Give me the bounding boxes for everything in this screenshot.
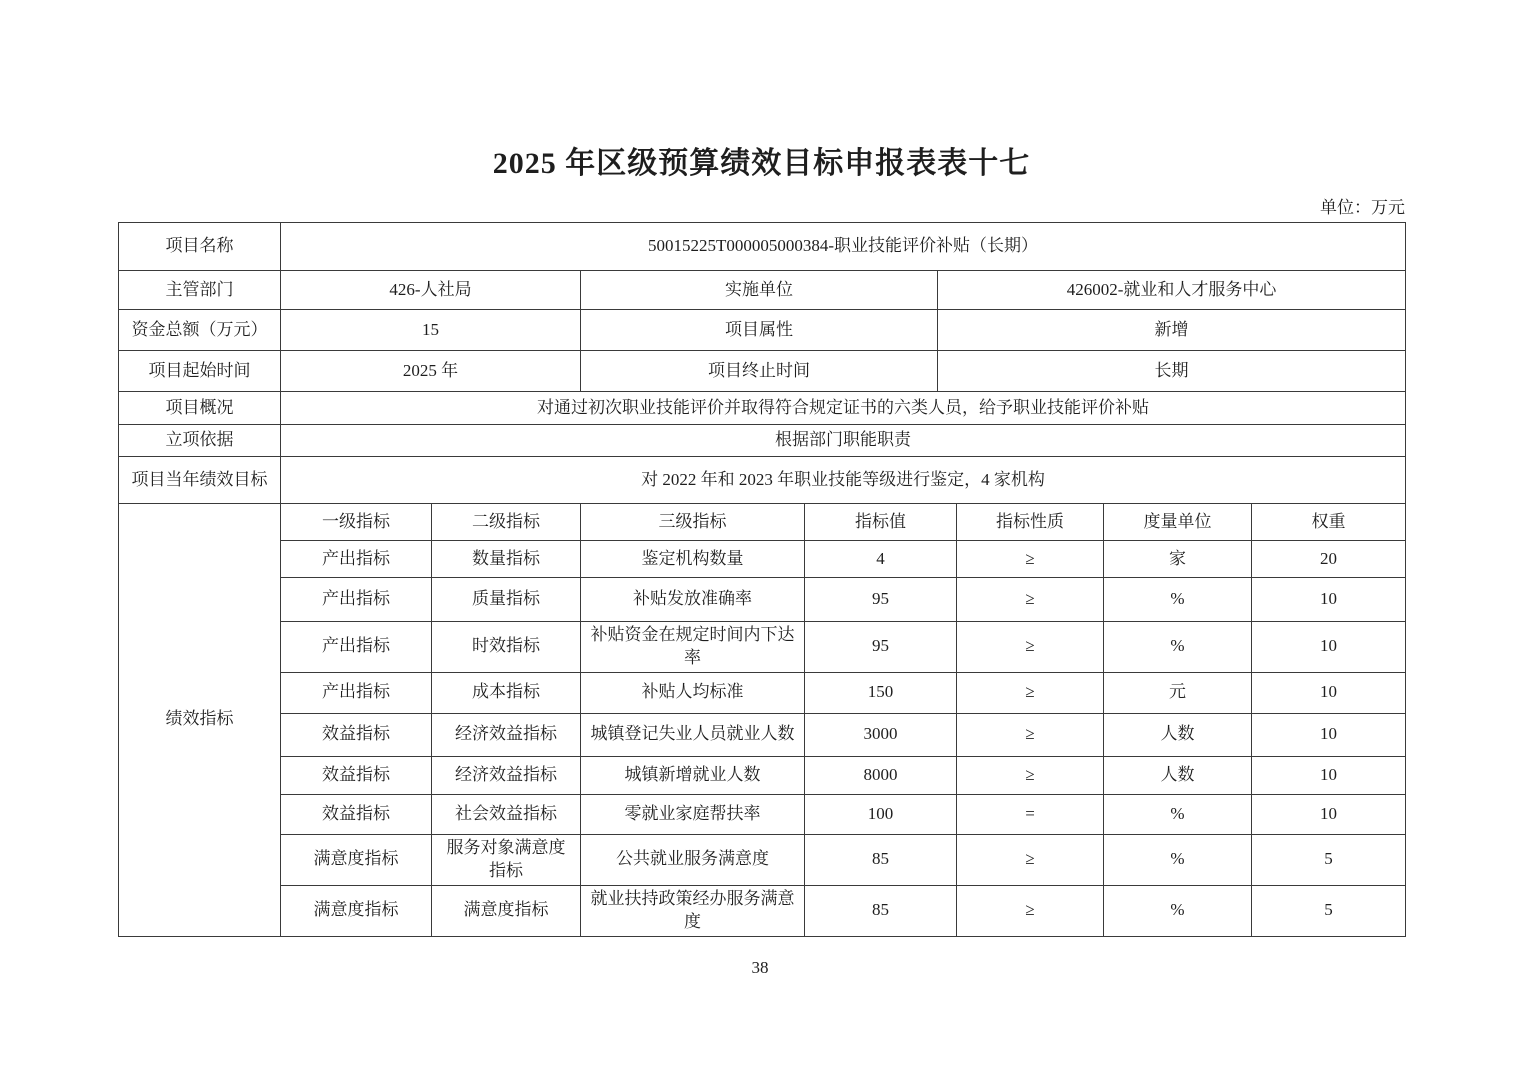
perf-cell-nature: ≥: [957, 713, 1104, 756]
row-departments: [119, 271, 1406, 310]
perf-row: [119, 713, 1406, 756]
perf-cell-level3: 鉴定机构数量: [581, 541, 805, 578]
perf-cell-weight: 10: [1252, 713, 1406, 756]
start-value: 2025 年: [281, 351, 581, 392]
perf-cell-nature: ≥: [957, 834, 1104, 885]
basis-label: 立项依据: [119, 425, 281, 457]
perf-cell-weight: 10: [1252, 794, 1406, 834]
perf-cell-unit: 元: [1104, 672, 1252, 713]
perf-row: [119, 672, 1406, 713]
perf-cell-level1: 产出指标: [281, 672, 432, 713]
perf-row: [119, 834, 1406, 885]
impl-label: 实施单位: [581, 271, 938, 310]
row-basis: [119, 425, 1406, 457]
budget-performance-table: [118, 222, 1406, 937]
perf-row: [119, 578, 1406, 622]
attr-value: 新增: [938, 310, 1406, 351]
project-name-label: 项目名称: [119, 223, 281, 271]
perf-cell-unit: 家: [1104, 541, 1252, 578]
dept-label: 主管部门: [119, 271, 281, 310]
perf-cell-level3: 城镇登记失业人员就业人数: [581, 713, 805, 756]
dept-value: 426-人社局: [281, 271, 581, 310]
page-title: 2025 年区级预算绩效目标申报表表十七: [492, 147, 1031, 180]
perf-cell-level1: 效益指标: [281, 756, 432, 794]
perf-cell-weight: 20: [1252, 541, 1406, 578]
attr-label: 项目属性: [581, 310, 938, 351]
perf-cell-value: 8000: [805, 756, 957, 794]
perf-cell-value: 150: [805, 672, 957, 713]
project-name-value: 50015225T000005000384-职业技能评价补贴（长期）: [281, 223, 1406, 271]
perf-cell-level1: 产出指标: [281, 622, 432, 673]
perf-cell-value: 95: [805, 622, 957, 673]
perf-cell-nature: ≥: [957, 622, 1104, 673]
perf-cell-value: 85: [805, 834, 957, 885]
perf-cell-level1: 产出指标: [281, 578, 432, 622]
goal-value: 对 2022 年和 2023 年职业技能等级进行鉴定，4 家机构: [281, 457, 1406, 504]
perf-cell-level2: 成本指标: [432, 672, 581, 713]
perf-cell-nature: ≥: [957, 672, 1104, 713]
perf-cell-nature: ≥: [957, 885, 1104, 936]
perf-cell-unit: %: [1104, 885, 1252, 936]
perf-cell-value: 95: [805, 578, 957, 622]
perf-cell-level2: 社会效益指标: [432, 794, 581, 834]
perf-cell-weight: 10: [1252, 578, 1406, 622]
perf-cell-level3: 补贴人均标准: [581, 672, 805, 713]
perf-section-label: 绩效指标: [119, 504, 281, 937]
perf-cell-level1: 效益指标: [281, 713, 432, 756]
overview-value: 对通过初次职业技能评价并取得符合规定证书的六类人员，给予职业技能评价补贴: [281, 392, 1406, 425]
perf-cell-level2: 服务对象满意度指标: [432, 834, 581, 885]
perf-row: [119, 622, 1406, 673]
perf-cell-unit: 人数: [1104, 756, 1252, 794]
perf-cell-level1: 满意度指标: [281, 885, 432, 936]
row-goal: [119, 457, 1406, 504]
perf-row: [119, 885, 1406, 936]
perf-cell-level2: 经济效益指标: [432, 713, 581, 756]
perf-cell-nature: ≥: [957, 541, 1104, 578]
perf-cell-level3: 补贴发放准确率: [581, 578, 805, 622]
perf-header-level1: 一级指标: [281, 504, 432, 541]
perf-cell-value: 3000: [805, 713, 957, 756]
perf-cell-level3: 零就业家庭帮扶率: [581, 794, 805, 834]
perf-cell-unit: 人数: [1104, 713, 1252, 756]
unit-note: 单位：万元: [1320, 198, 1405, 217]
perf-cell-level3: 就业扶持政策经办服务满意度: [581, 885, 805, 936]
perf-cell-level2: 满意度指标: [432, 885, 581, 936]
row-dates: [119, 351, 1406, 392]
start-label: 项目起始时间: [119, 351, 281, 392]
perf-cell-weight: 10: [1252, 622, 1406, 673]
perf-cell-level1: 满意度指标: [281, 834, 432, 885]
end-value: 长期: [938, 351, 1406, 392]
perf-cell-weight: 10: [1252, 672, 1406, 713]
perf-header-weight: 权重: [1252, 504, 1406, 541]
perf-cell-unit: %: [1104, 834, 1252, 885]
overview-label: 项目概况: [119, 392, 281, 425]
goal-label: 项目当年绩效目标: [119, 457, 281, 504]
perf-cell-nature: ≥: [957, 756, 1104, 794]
perf-cell-level3: 补贴资金在规定时间内下达率: [581, 622, 805, 673]
basis-value: 根据部门职能职责: [281, 425, 1406, 457]
perf-cell-weight: 5: [1252, 885, 1406, 936]
perf-cell-weight: 10: [1252, 756, 1406, 794]
row-amount: [119, 310, 1406, 351]
perf-cell-nature: =: [957, 794, 1104, 834]
perf-header-level2: 二级指标: [432, 504, 581, 541]
perf-cell-level2: 质量指标: [432, 578, 581, 622]
perf-header-level3: 三级指标: [581, 504, 805, 541]
perf-row: [119, 541, 1406, 578]
perf-cell-weight: 5: [1252, 834, 1406, 885]
perf-cell-nature: ≥: [957, 578, 1104, 622]
page-number: 38: [751, 958, 769, 977]
perf-header-value: 指标值: [805, 504, 957, 541]
perf-cell-unit: %: [1104, 622, 1252, 673]
perf-header-row: [119, 504, 1406, 541]
end-label: 项目终止时间: [581, 351, 938, 392]
perf-cell-level1: 产出指标: [281, 541, 432, 578]
perf-cell-level2: 经济效益指标: [432, 756, 581, 794]
perf-cell-level3: 公共就业服务满意度: [581, 834, 805, 885]
perf-cell-level1: 效益指标: [281, 794, 432, 834]
perf-header-unit: 度量单位: [1104, 504, 1252, 541]
perf-cell-value: 85: [805, 885, 957, 936]
perf-cell-value: 4: [805, 541, 957, 578]
row-project-name: [119, 223, 1406, 271]
perf-cell-level3: 城镇新增就业人数: [581, 756, 805, 794]
perf-cell-level2: 数量指标: [432, 541, 581, 578]
perf-header-nature: 指标性质: [957, 504, 1104, 541]
perf-cell-unit: %: [1104, 578, 1252, 622]
amount-value: 15: [281, 310, 581, 351]
perf-row: [119, 794, 1406, 834]
perf-row: [119, 756, 1406, 794]
perf-cell-unit: %: [1104, 794, 1252, 834]
impl-value: 426002-就业和人才服务中心: [938, 271, 1406, 310]
perf-cell-level2: 时效指标: [432, 622, 581, 673]
row-overview: [119, 392, 1406, 425]
amount-label: 资金总额（万元）: [119, 310, 281, 351]
perf-cell-value: 100: [805, 794, 957, 834]
